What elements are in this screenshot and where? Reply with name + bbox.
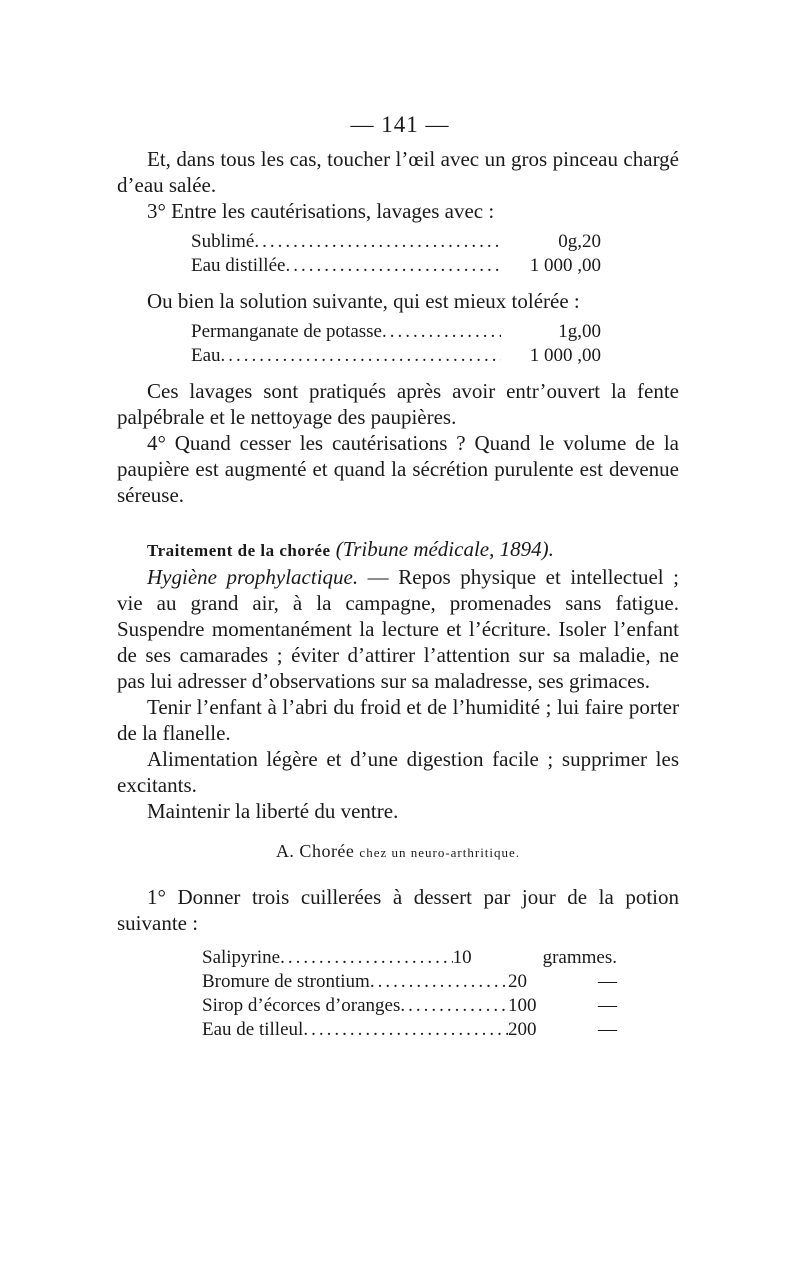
ingredient-unit: —: [598, 1019, 617, 1040]
paragraph: Tenir l’enfant à l’abri du froid et de l’humidité ; lui faire porter de la flanelle.: [117, 695, 679, 745]
paragraph: Alimentation légère et d’une digestion facile ; supprimer les excitants.: [117, 747, 679, 797]
leader-dots: [285, 254, 501, 278]
leader-dots: [303, 1018, 508, 1042]
recipe-permanganate: [117, 320, 679, 368]
ingredient-name: Permanganate de potasse: [191, 321, 382, 342]
ingredient-name: Eau distillée: [191, 255, 286, 276]
paragraph: Et, dans tous les cas, toucher l’œil avec un gros pinceau chargé d’eau salée.: [117, 147, 679, 197]
recipe-row: [191, 230, 601, 254]
recipe-row: [202, 1018, 617, 1042]
page-body: [117, 146, 679, 1052]
recipe-row: [202, 970, 617, 994]
recipe-row: [191, 254, 601, 278]
ingredient-quantity: 20: [508, 971, 527, 992]
paragraph-lead: Hygiène prophylactique.: [147, 565, 359, 589]
recipe-row: [202, 994, 617, 1018]
paragraph-text: — Repos physique et intellectuel ; vie au grand air, à la campagne, promenades sans fatigue. Suspendre momentanément la lecture et l’écriture. Isoler l’enfant de ses camarades ; éviter d’attirer l’attention sur sa maladie, ne pas lui adresser d’observations sur sa maladresse, ses grimaces.: [117, 565, 680, 693]
paragraph: 4° Quand cesser les cautérisations ? Quand le volume de la paupière est augmenté et quand la sécrétion purulente est devenue séreuse.: [117, 431, 679, 507]
recipe-row: [191, 320, 601, 344]
paragraph: Ces lavages sont pratiqués après avoir entr’ouvert la fente palpébrale et le nettoyage des paupières.: [117, 379, 679, 429]
recipe-sublime: [117, 230, 679, 278]
leader-dots: [382, 320, 501, 344]
ingredient-quantity: 1g,00: [558, 321, 601, 342]
paragraph: [117, 564, 679, 694]
paragraph: 1° Donner trois cuillerées à dessert par jour de la potion suivante :: [117, 885, 679, 935]
page-number: — 141 —: [350, 112, 450, 137]
ingredient-name: Bromure de strontium: [202, 971, 370, 992]
ingredient-quantity: 1 000 ,00: [529, 345, 601, 366]
section-title: Traitement de la chorée: [147, 541, 331, 560]
ingredient-name: Sublimé: [191, 231, 255, 252]
ingredient-name: Eau: [191, 345, 221, 366]
ingredient-quantity: 0g,20: [558, 231, 601, 252]
ingredient-name: Eau de tilleul: [202, 1019, 304, 1040]
ingredient-unit: —: [598, 971, 617, 992]
leader-dots: [370, 970, 508, 994]
section-heading: [117, 536, 679, 564]
paragraph: Ou bien la solution suivante, qui est mieux tolérée :: [147, 289, 580, 313]
paragraph: Maintenir la liberté du ventre.: [147, 799, 399, 823]
leader-dots: [221, 344, 501, 368]
leader-dots: [400, 994, 508, 1018]
subsection-heading: [117, 838, 679, 866]
recipe-row: [191, 344, 601, 368]
recipe-row: [202, 946, 617, 970]
leader-dots: [254, 230, 501, 254]
ingredient-name: Salipyrine: [202, 947, 281, 968]
leader-dots: [280, 946, 452, 970]
ingredient-unit: —: [598, 995, 617, 1016]
ingredient-unit: grammes.: [542, 947, 617, 968]
recipe-potion: [117, 946, 679, 1042]
section-source: (Tribune médicale, 1894).: [335, 537, 554, 561]
ingredient-quantity: 10: [452, 947, 472, 968]
ingredient-quantity: 200: [508, 1019, 537, 1040]
ingredient-quantity: 1 000 ,00: [529, 255, 601, 276]
subsection-title: chez un neuro-arthritique.: [359, 845, 521, 860]
ingredient-name: Sirop d’écorces d’oranges: [202, 995, 401, 1016]
paragraph: 3° Entre les cautérisations, lavages avec :: [147, 199, 495, 223]
subsection-label: A. Chorée: [275, 841, 355, 861]
ingredient-quantity: 100: [508, 995, 537, 1016]
